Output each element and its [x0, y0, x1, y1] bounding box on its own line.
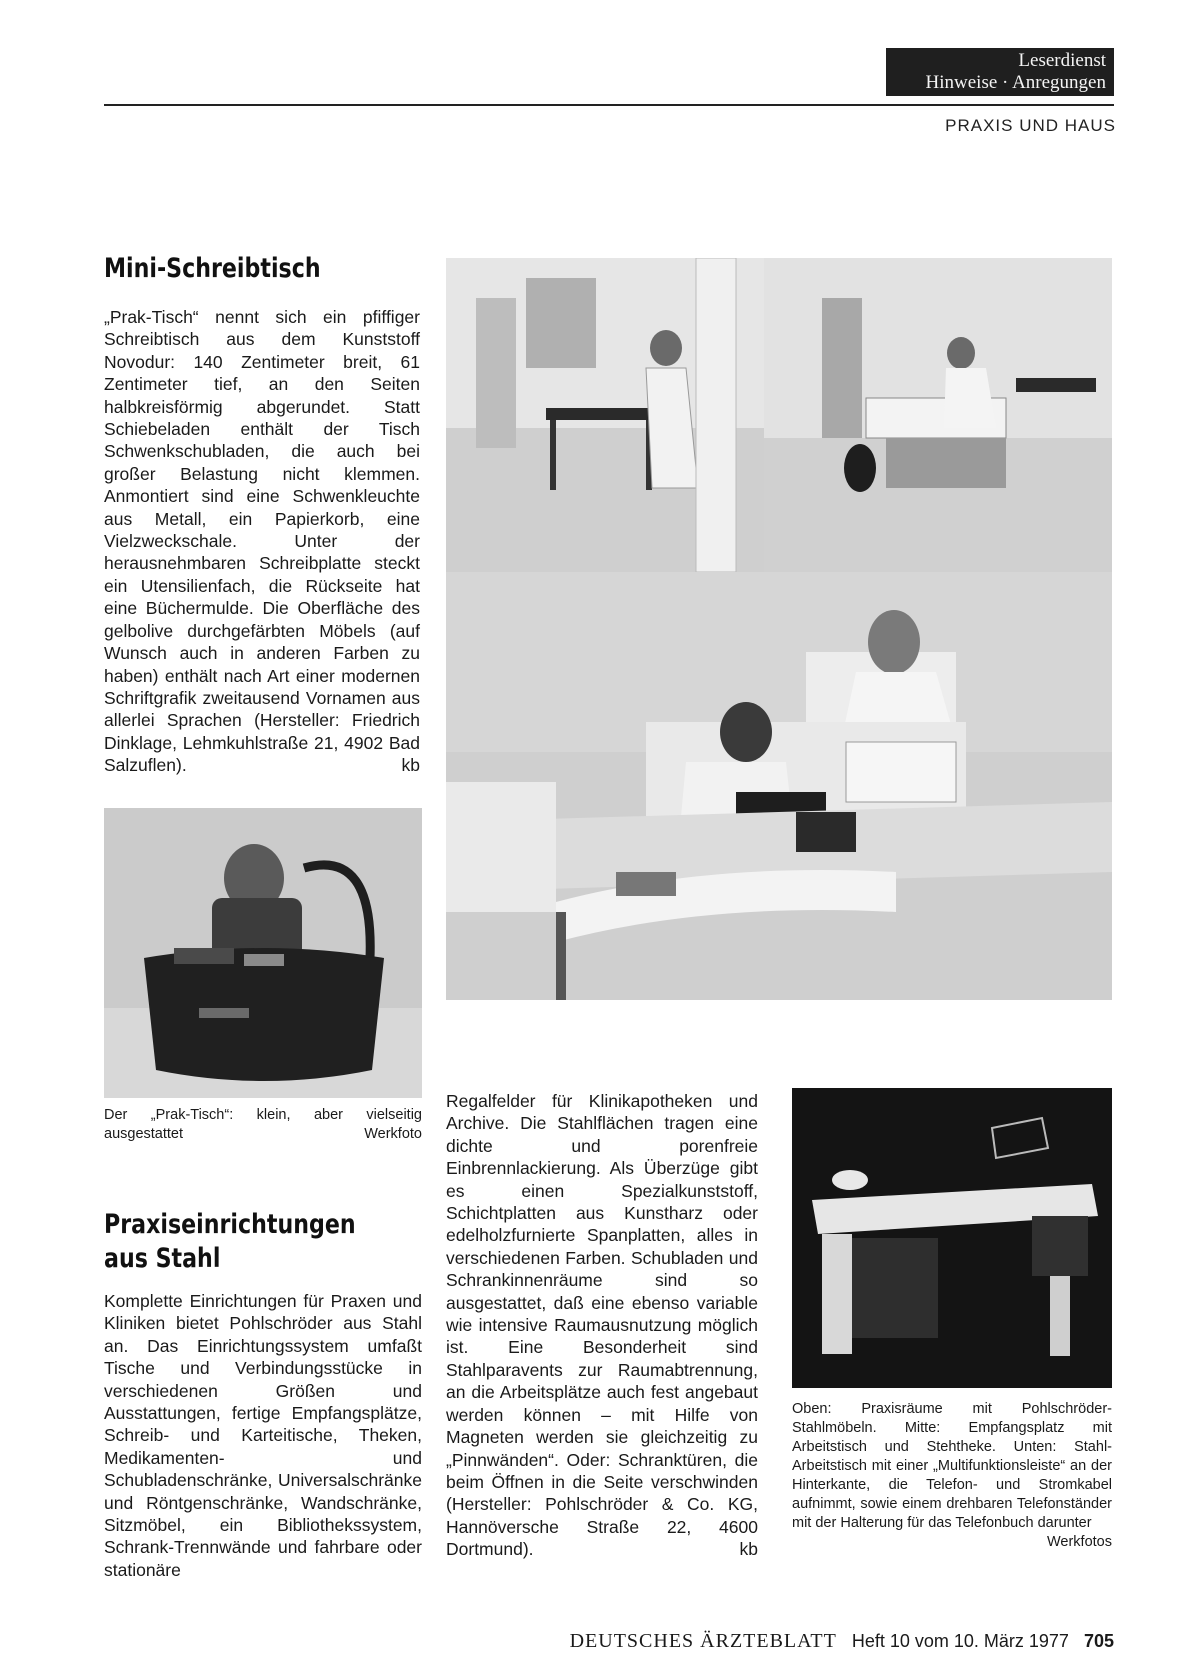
arbeitstisch-photo — [792, 1088, 1112, 1388]
issue-info: Heft 10 vom 10. März 1977 — [851, 1631, 1069, 1651]
journal-name: DEUTSCHES ÄRZTEBLATT — [569, 1630, 837, 1652]
article2-body-col1: Komplette Einrichtungen für Praxen und Kliniken bietet Pohlschröder aus Stahl an. Das Einrichtungssystem umfaßt Tische und Verbindungsstücke in verschiedenen Größen und Ausstattungen, fertige Empfangsplätze, Schreib- und Karteitische, Theken, Medikamenten- und Schubladenschränke, Universalschränke und Röntgenschränke, Wandschränke, Sitzmöbel, ein Bibliothekssystem, Schrank-Trennwände und fahrbare oder stationäre — [104, 1291, 422, 1580]
empfangsplatz-photo — [446, 572, 1112, 1000]
badge-line1: Leserdienst — [1018, 50, 1106, 71]
article2-caption-text: Oben: Praxisräume mit Pohlschröder-Stahlmöbeln. Mitte: Empfangsplatz mit Arbeitstisch und Stehtheke. Unten: Stahl-Arbeitstisch mit einer „Multifunktionsleiste“ an der Hinterkante, die Telefon- und Stromkabel aufnimmt, sowie einem drehbaren Telefonständer mit der Halterung für das Telefonbuch darunter — [792, 1401, 1112, 1531]
article2-caption — [792, 1400, 1112, 1552]
article2-title-line2: aus Stahl — [104, 1243, 221, 1274]
article2-caption-credit: Werkfotos — [1046, 1534, 1112, 1550]
praxisraeume-photo — [446, 258, 1112, 572]
article2-title — [104, 1208, 356, 1276]
page-footer — [570, 1630, 1114, 1653]
prak-tisch-photo — [104, 808, 422, 1098]
article1-caption-credit: Werkfoto — [364, 1126, 422, 1142]
article1-title: Mini-Schreibtisch — [104, 253, 321, 284]
article1-signature: kb — [401, 755, 420, 776]
leserdienst-badge — [886, 48, 1114, 96]
article2-title-line1: Praxiseinrichtungen — [104, 1209, 356, 1240]
header-rule — [104, 104, 1114, 106]
article1-caption — [104, 1106, 422, 1144]
article1-body-text: „Prak-Tisch“ nennt sich ein pfiffiger Schreibtisch aus dem Kunststoff Novodur: 140 Zentimeter breit, 61 Zentimeter tief, an den Seiten halbkreisförmig abgerundet. Statt Schiebeladen enthält der Tisch Schwenkschubladen, die auch bei großer Belastung nicht klemmen. Anmontiert sind eine Schwenkleuchte aus Metall, ein Papierkorb, eine Vielzweckschale. Unter der herausnehmbaren Schreibplatte steckt ein Utensilienfach, die Rückseite hat eine Büchermulde. Die Oberfläche des gelbolive durchgefärbten Möbels (auf Wunsch auch in anderen Farben zu haben) enthält nach Art einer modernen Schriftgrafik zweitausend Vornamen aus allerlei Sprachen (Hersteller: Friedrich Dinklage, Lehmkuhlstraße 21, 4902 Bad Salzuflen). — [104, 307, 420, 776]
article2-body-col2 — [446, 1090, 758, 1561]
article2-signature: kb — [739, 1539, 758, 1560]
article1-body — [104, 306, 420, 777]
section-label: PRAXIS UND HAUS — [945, 116, 1116, 135]
page-number: 705 — [1083, 1631, 1114, 1651]
article2-body-col2-text: Regalfelder für Klinikapotheken und Archive. Die Stahlflächen tragen eine dichte und porenfreie Einbrennlackierung. Als Überzüge gibt es einen Spezialkunststoff, Schichtplatten aus Kunstharz oder edelholzfurnierte Spanplatten, alles in verschiedenen Farben. Schubladen und Schrankinnenräume sind so ausgestattet, daß eine ebenso variable wie intensive Raumausnutzung möglich ist. Eine Besonderheit sind Stahlparavents zur Raumabtrennung, an die Arbeitsplätze auch fest angebaut werden können – mit Hilfe von Magneten werden sie gleichzeitig zu „Pinnwänden“. Oder: Schranktüren, die beim Öffnen in die Seite verschwinden (Hersteller: Pohlschröder & Co. KG, Hannöversche Straße 22, 4600 Dortmund). — [446, 1091, 758, 1560]
article1-caption-text: Der „Prak-Tisch“: klein, aber vielseitig ausgestattet — [104, 1107, 422, 1142]
badge-line2: Hinweise · Anregungen — [925, 72, 1106, 93]
